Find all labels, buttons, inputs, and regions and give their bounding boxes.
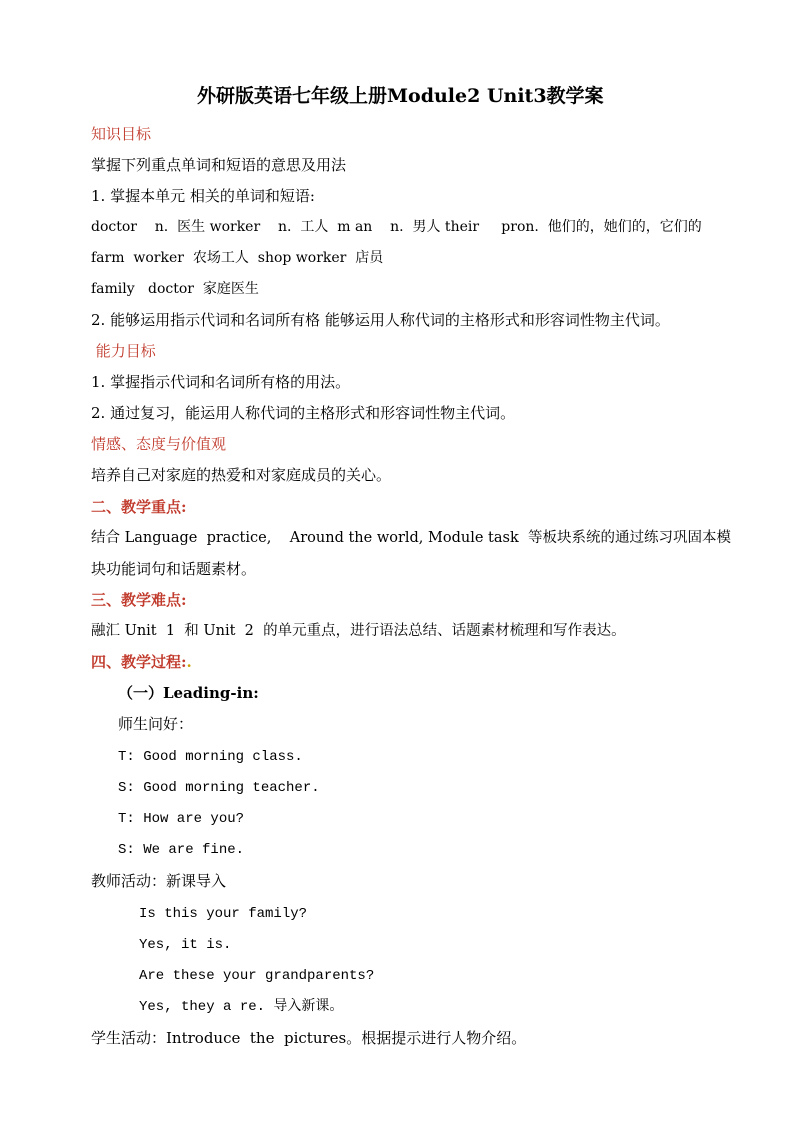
- process-heading-dot: .: [186, 653, 192, 671]
- difficult-points-heading: 三、教学难点:: [91, 591, 187, 609]
- teacher-activity: 教师活动：新课导入: [91, 872, 227, 890]
- ability-goal-heading: 能力目标: [91, 342, 156, 360]
- vocab-line-2: farm worker 农场工人 shop worker 店员: [91, 250, 384, 266]
- qa-line-3: Are these your grandparents?: [139, 968, 375, 984]
- key-points-heading: 二、教学重点:: [91, 498, 187, 516]
- leading-in-heading: （一）Leading-in:: [118, 684, 259, 702]
- knowledge-item-2: 2. 能够运用指示代词和名词所有格 能够运用人称代词的主格形式和形容词性物主代词。: [91, 311, 670, 329]
- knowledge-goal-heading: 知识目标: [91, 125, 152, 143]
- emotion-text: 培养自己对家庭的热爱和对家庭成员的关心。: [91, 466, 392, 484]
- difficult-points-text: 融汇 Unit 1 和 Unit 2 的单元重点，进行语法总结、话题素材梳理和写作表达。: [91, 623, 626, 639]
- key-points-text-1: 结合 Language practice, Around the world, Module task 等板块系统的通过练习巩固本模: [91, 530, 731, 546]
- qa-line-4: Yes, they a re. 导入新课。: [139, 999, 344, 1015]
- student-activity: 学生活动：Introduce the pictures。根据提示进行人物介绍。: [91, 1029, 527, 1047]
- process-heading: [91, 652, 192, 672]
- ability-item-1: 1. 掌握指示代词和名词所有格的用法。: [91, 373, 351, 391]
- vocab-line-3: family doctor 家庭医生: [91, 281, 259, 297]
- dialog-line-1: T: Good morning class.: [118, 749, 303, 765]
- dialog-line-2: S: Good morning teacher.: [118, 780, 320, 796]
- knowledge-item-1: 1. 掌握本单元 相关的单词和短语:: [91, 187, 315, 205]
- greeting-title: 师生问好：: [118, 715, 194, 733]
- emotion-goal-heading: 情感、态度与价值观: [91, 435, 227, 453]
- knowledge-intro: 掌握下列重点单词和短语的意思及用法: [91, 156, 347, 174]
- document-title: 外研版英语七年级上册Module2 Unit3教学案: [197, 85, 604, 107]
- qa-line-2: Yes, it is.: [139, 937, 232, 953]
- qa-line-1: Is this your family?: [139, 906, 308, 922]
- ability-item-2: 2. 通过复习，能运用人称代词的主格形式和形容词性物主代词。: [91, 404, 516, 422]
- process-heading-text: 四、教学过程:: [91, 653, 187, 671]
- vocab-line-1: doctor n. 医生 worker n. 工人 m an n. 男人 their pron. 他们的，她们的，它们的: [91, 219, 702, 235]
- key-points-text-2: 块功能词句和话题素材。: [91, 560, 257, 578]
- dialog-line-3: T: How are you?: [118, 811, 245, 827]
- dialog-line-4: S: We are fine.: [118, 842, 245, 858]
